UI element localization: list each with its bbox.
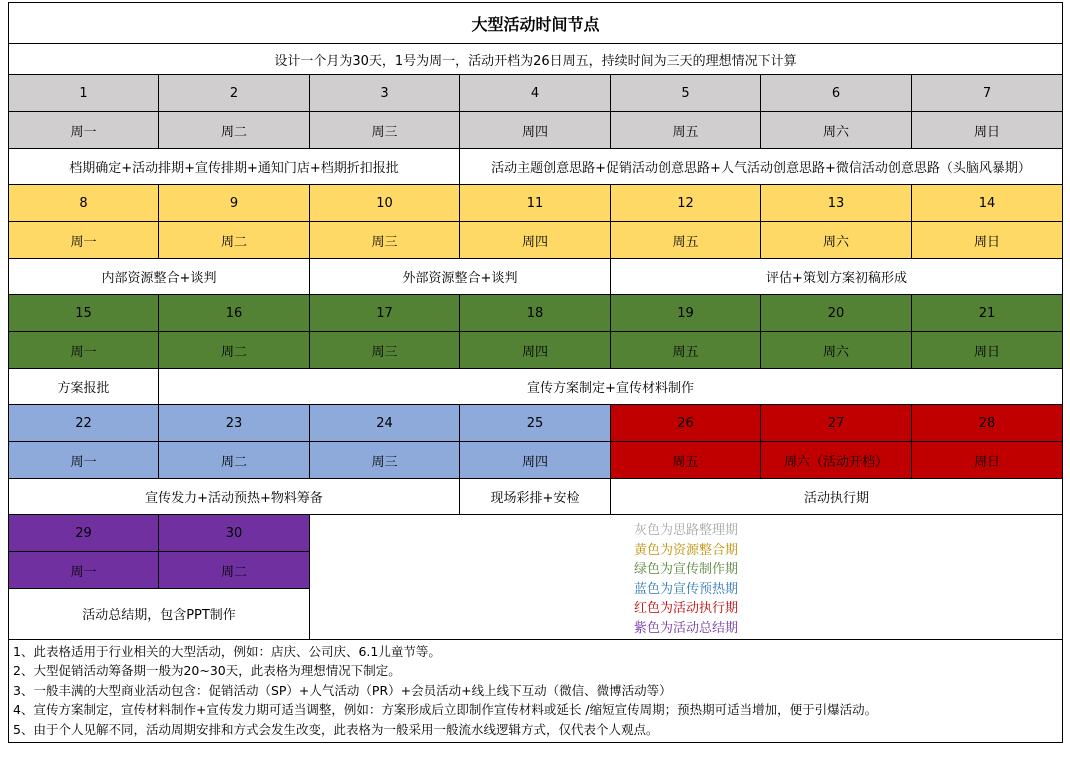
day-cell[interactable]: 27 xyxy=(761,405,912,442)
day-cell[interactable]: 9 xyxy=(159,185,310,222)
legend-green: 绿色为宣传制作期 xyxy=(634,562,739,578)
weekday-cell[interactable]: 周一 xyxy=(9,442,159,479)
weekday-cell[interactable]: 周日 xyxy=(912,442,1063,479)
weekday-cell[interactable]: 周日 xyxy=(912,222,1063,259)
schedule-sheet xyxy=(8,2,1070,771)
day-cell[interactable]: 6 xyxy=(761,75,912,112)
legend-red: 红色为活动执行期 xyxy=(634,601,739,617)
day-cell[interactable]: 25 xyxy=(460,405,611,442)
weekday-cell[interactable]: 周六 xyxy=(761,332,912,369)
weekday-cell[interactable]: 周二 xyxy=(159,222,310,259)
weekday-cell[interactable]: 周五 xyxy=(611,222,761,259)
weekday-cell[interactable]: 周四 xyxy=(460,222,611,259)
weekday-cell[interactable]: 周一 xyxy=(9,112,159,149)
task-cell[interactable]: 外部资源整合+谈判 xyxy=(310,259,611,295)
task-cell[interactable]: 评估+策划方案初稿形成 xyxy=(611,259,1063,295)
weekday-cell[interactable]: 周日 xyxy=(912,112,1063,149)
weekday-cell[interactable]: 周四 xyxy=(460,332,611,369)
note-item: 1、此表格适用于行业相关的大型活动，例如：店庆、公司庆、6.1儿童节等。 xyxy=(13,643,441,659)
weekday-cell[interactable]: 周二 xyxy=(159,552,310,589)
task-cell[interactable]: 活动执行期 xyxy=(611,479,1063,515)
note-item: 4、宣传方案制定，宣传材料制作+宣传发力期可适当调整，例如：方案形成后立即制作宣传材料或延长 /缩短宣传周期；预热期可适当增加，便于引爆活动。 xyxy=(13,702,878,718)
color-legend xyxy=(310,515,1063,640)
task-cell[interactable]: 宣传方案制定+宣传材料制作 xyxy=(159,369,1063,405)
day-cell[interactable]: 20 xyxy=(761,295,912,332)
day-cell[interactable]: 4 xyxy=(460,75,611,112)
task-cell[interactable]: 档期确定+活动排期+宣传排期+通知门店+档期折扣报批 xyxy=(9,149,460,185)
day-cell[interactable]: 8 xyxy=(9,185,159,222)
note-item: 2、大型促销活动筹备期一般为20~30天，此表格为理想情况下制定。 xyxy=(13,663,401,679)
day-cell[interactable]: 16 xyxy=(159,295,310,332)
day-cell[interactable]: 21 xyxy=(912,295,1063,332)
task-cell[interactable]: 活动主题创意思路+促销活动创意思路+人气活动创意思路+微信活动创意思路（头脑风暴期） xyxy=(460,149,1063,185)
day-cell[interactable]: 29 xyxy=(9,515,159,552)
day-cell[interactable]: 11 xyxy=(460,185,611,222)
legend-yellow: 黄色为资源整合期 xyxy=(634,542,739,558)
task-cell[interactable]: 方案报批 xyxy=(9,369,159,405)
day-cell[interactable]: 2 xyxy=(159,75,310,112)
note-item: 3、一般丰满的大型商业活动包含：促销活动（SP）+人气活动（PR）+会员活动+线上线下互动（微信、微博活动等） xyxy=(13,682,672,698)
schedule-table xyxy=(8,2,1063,743)
legend-blue: 蓝色为宣传预热期 xyxy=(634,581,739,597)
subtitle: 设计一个月为30天，1号为周一，活动开档为26日周五，持续时间为三天的理想情况下计算 xyxy=(9,44,1063,75)
task-cell[interactable]: 内部资源整合+谈判 xyxy=(9,259,310,295)
weekday-cell[interactable]: 周三 xyxy=(310,112,460,149)
note-item: 5、由于个人见解不同，活动周期安排和方式会发生改变，此表格为一般采用一般流水线逻辑方式，仅代表个人观点。 xyxy=(13,721,659,737)
weekday-cell[interactable]: 周二 xyxy=(159,332,310,369)
weekday-cell[interactable]: 周五 xyxy=(611,442,761,479)
notes-section xyxy=(9,639,1063,742)
weekday-cell[interactable]: 周六 xyxy=(761,112,912,149)
weekday-cell[interactable]: 周四 xyxy=(460,112,611,149)
day-cell[interactable]: 3 xyxy=(310,75,460,112)
weekday-cell[interactable]: 周四 xyxy=(460,442,611,479)
day-cell[interactable]: 15 xyxy=(9,295,159,332)
weekday-cell[interactable]: 周三 xyxy=(310,442,460,479)
weekday-cell[interactable]: 周三 xyxy=(310,332,460,369)
weekday-cell[interactable]: 周六（活动开档） xyxy=(761,442,912,479)
day-cell[interactable]: 5 xyxy=(611,75,761,112)
weekday-cell[interactable]: 周一 xyxy=(9,222,159,259)
weekday-cell[interactable]: 周二 xyxy=(159,442,310,479)
day-cell[interactable]: 10 xyxy=(310,185,460,222)
weekday-cell[interactable]: 周三 xyxy=(310,222,460,259)
day-cell[interactable]: 14 xyxy=(912,185,1063,222)
day-cell[interactable]: 18 xyxy=(460,295,611,332)
task-cell[interactable]: 活动总结期，包含PPT制作 xyxy=(9,589,310,639)
day-cell[interactable]: 1 xyxy=(9,75,159,112)
legend-gray: 灰色为思路整理期 xyxy=(634,523,739,538)
day-cell[interactable]: 22 xyxy=(9,405,159,442)
day-cell[interactable]: 23 xyxy=(159,405,310,442)
day-cell[interactable]: 26 xyxy=(611,405,761,442)
weekday-cell[interactable]: 周五 xyxy=(611,332,761,369)
day-cell[interactable]: 7 xyxy=(912,75,1063,112)
day-cell[interactable]: 28 xyxy=(912,405,1063,442)
day-cell[interactable]: 13 xyxy=(761,185,912,222)
legend-purple: 紫色为活动总结期 xyxy=(634,620,739,636)
weekday-cell[interactable]: 周五 xyxy=(611,112,761,149)
day-cell[interactable]: 24 xyxy=(310,405,460,442)
weekday-cell[interactable]: 周一 xyxy=(9,552,159,589)
page-title: 大型活动时间节点 xyxy=(9,3,1063,44)
weekday-cell[interactable]: 周日 xyxy=(912,332,1063,369)
weekday-cell[interactable]: 周二 xyxy=(159,112,310,149)
day-cell[interactable]: 12 xyxy=(611,185,761,222)
task-cell[interactable]: 宣传发力+活动预热+物料筹备 xyxy=(9,479,460,515)
task-cell[interactable]: 现场彩排+安检 xyxy=(460,479,611,515)
day-cell[interactable]: 30 xyxy=(159,515,310,552)
weekday-cell[interactable]: 周一 xyxy=(9,332,159,369)
weekday-cell[interactable]: 周六 xyxy=(761,222,912,259)
day-cell[interactable]: 19 xyxy=(611,295,761,332)
day-cell[interactable]: 17 xyxy=(310,295,460,332)
